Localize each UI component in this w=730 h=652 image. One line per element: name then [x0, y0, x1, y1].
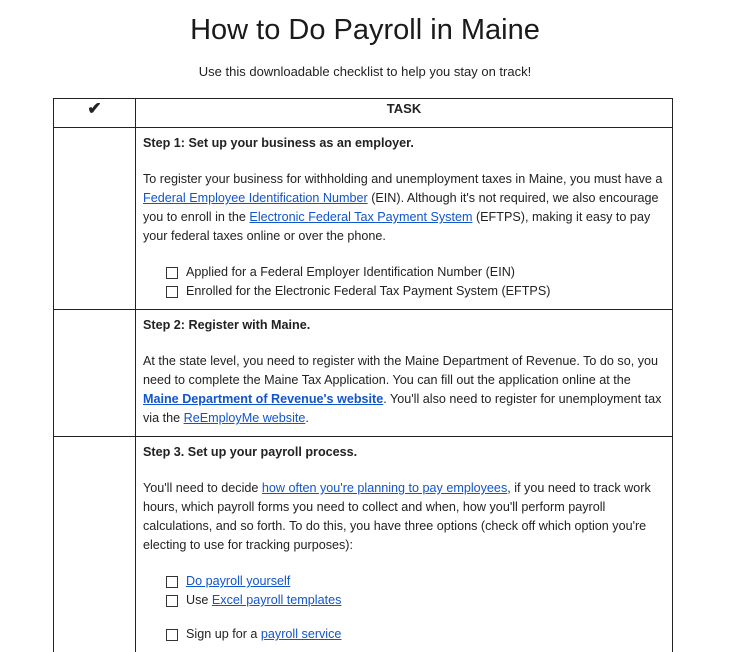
step1-task-cell	[136, 128, 673, 310]
step1-text-3: (EFTPS), making it easy to pay your federal taxes online or over the phone.	[143, 210, 650, 243]
excel-templates-link[interactable]: Excel payroll templates	[212, 593, 342, 607]
table-header-row	[54, 99, 673, 128]
step1-text-2: (EIN). Although it's not required, we also encourage you to enroll in the	[143, 191, 659, 224]
step3-text-1: You'll need to decide	[143, 481, 262, 495]
option-applied-ein	[166, 263, 666, 282]
do-payroll-yourself-link[interactable]: Do payroll yourself	[186, 574, 290, 588]
option-enrolled-eftps	[166, 282, 666, 301]
table-row	[54, 128, 673, 310]
step3-options	[143, 572, 666, 644]
option-label	[186, 572, 290, 591]
check-column-header: ✔	[54, 99, 136, 128]
pay-frequency-link[interactable]: how often you're planning to pay employees	[262, 481, 507, 495]
option-prefix: Use	[186, 593, 212, 607]
option-excel-templates	[166, 591, 666, 610]
reemployme-link[interactable]: ReEmployMe website	[184, 411, 306, 425]
step3-description	[143, 479, 666, 555]
checklist-table	[53, 98, 673, 652]
checkbox-excel-templates[interactable]	[166, 595, 178, 607]
step1-text-1: To register your business for withholding and unemployment taxes in Maine, you must have a	[143, 172, 662, 186]
page-subtitle: Use this downloadable checklist to help you stay on track!	[0, 64, 730, 79]
payroll-service-link[interactable]: payroll service	[261, 627, 342, 641]
step2-check-cell[interactable]	[54, 310, 136, 437]
step3-check-cell[interactable]	[54, 437, 136, 652]
step2-description	[143, 352, 666, 428]
step1-description	[143, 170, 666, 246]
option-label: Applied for a Federal Employer Identification Number (EIN)	[186, 263, 515, 282]
step2-task-cell	[136, 310, 673, 437]
step3-text-2: , if you need to track work hours, which payroll forms you need to collect and when, how you'll perform payroll calculations, and so forth. To do this, you have three options (check off which option you're electing to use for tracking purposes):	[143, 481, 651, 552]
option-label	[186, 591, 341, 610]
eftps-link[interactable]: Electronic Federal Tax Payment System	[249, 210, 472, 224]
step1-options	[143, 263, 666, 301]
step2-text-3: .	[305, 411, 309, 425]
checkbox-do-payroll-yourself[interactable]	[166, 576, 178, 588]
checkbox-enrolled-eftps[interactable]	[166, 286, 178, 298]
option-label	[186, 625, 341, 644]
option-do-payroll-yourself	[166, 572, 666, 591]
step3-task-cell	[136, 437, 673, 652]
option-label: Enrolled for the Electronic Federal Tax Payment System (EFTPS)	[186, 282, 550, 301]
maine-revenue-link[interactable]: Maine Department of Revenue's website	[143, 392, 383, 406]
option-prefix: Sign up for a	[186, 627, 261, 641]
step2-text-1: At the state level, you need to register with the Maine Department of Revenue. To do so, you need to complete the Maine Tax Application. You can fill out the application online at the	[143, 354, 658, 387]
option-payroll-service	[166, 625, 666, 644]
checkbox-payroll-service[interactable]	[166, 629, 178, 641]
table-row	[54, 310, 673, 437]
table-row	[54, 437, 673, 652]
page-title: How to Do Payroll in Maine	[0, 14, 730, 47]
step2-title: Step 2: Register with Maine.	[143, 316, 666, 335]
task-column-header: TASK	[136, 99, 673, 128]
step2-text-2: . You'll also need to register for unemployment tax via the	[143, 392, 661, 425]
step1-check-cell[interactable]	[54, 128, 136, 310]
step1-title: Step 1: Set up your business as an employer.	[143, 134, 666, 153]
checkbox-applied-ein[interactable]	[166, 267, 178, 279]
step3-title: Step 3. Set up your payroll process.	[143, 443, 666, 462]
ein-link[interactable]: Federal Employee Identification Number	[143, 191, 368, 205]
